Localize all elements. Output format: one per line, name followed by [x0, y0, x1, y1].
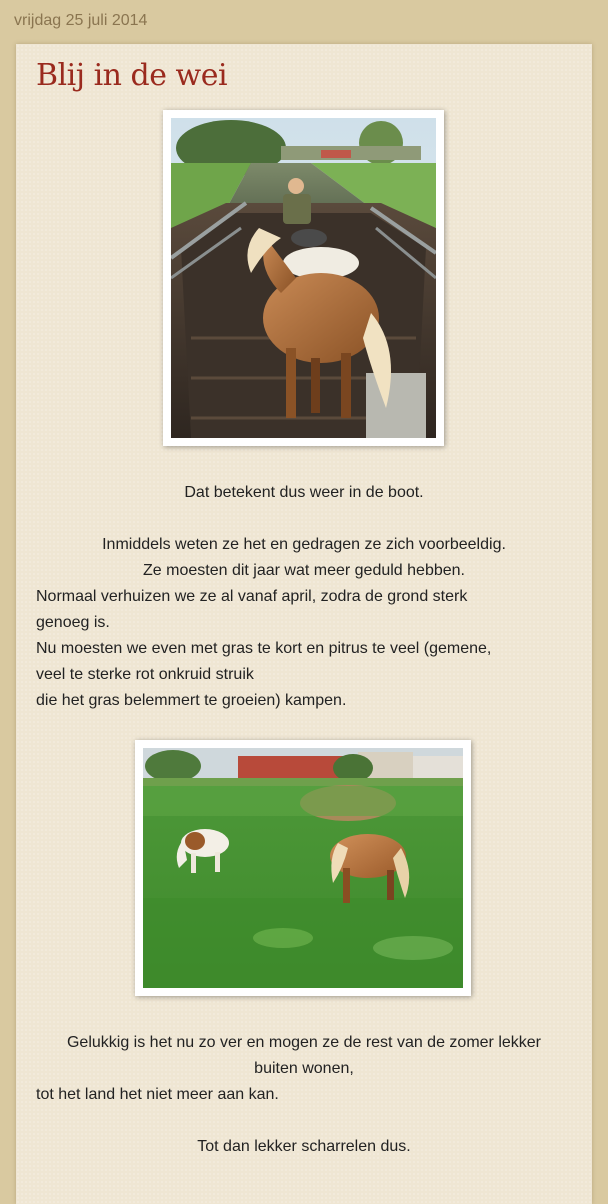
photo-ponies-grazing-link[interactable]	[135, 740, 471, 996]
post-date: vrijdag 25 juli 2014	[14, 12, 148, 29]
photo-ponies-grazing	[143, 748, 463, 988]
post-paragraph-3-line-2: buiten wonen,	[254, 1060, 354, 1077]
post-paragraph-2-line-3: Normaal verhuizen we ze al vanaf april, zodra de grond sterk	[36, 588, 468, 605]
photo-ponies-in-boat-link[interactable]	[163, 110, 444, 446]
post-paragraph-2-line-4: genoeg is.	[36, 614, 110, 631]
post-paragraph-4: Tot dan lekker scharrelen dus.	[197, 1138, 411, 1155]
post-paragraph-2-line-2: Ze moesten dit jaar wat meer geduld hebben.	[143, 562, 465, 579]
post-paragraph-3-line-1: Gelukkig is het nu zo ver en mogen ze de rest van de zomer lekker	[66, 1034, 541, 1051]
post-paragraph-2-line-1: Inmiddels weten ze het en gedragen ze zich voorbeeldig.	[102, 536, 506, 553]
post-title[interactable]: Blij in de wei	[36, 58, 228, 93]
photo-ponies-in-boat	[171, 118, 436, 438]
post-paragraph-2-line-7: die het gras belemmert te groeien) kampen.	[36, 692, 347, 709]
post-paragraph-2-line-6: veel te sterke rot onkruid struik	[36, 666, 254, 683]
post-paragraph-1: Dat betekent dus weer in de boot.	[184, 484, 424, 501]
post-paragraph-3-line-3: tot het land het niet meer aan kan.	[36, 1086, 279, 1103]
blog-post	[16, 44, 592, 1204]
post-paragraph-2-line-5: Nu moesten we even met gras te kort en pitrus te veel (gemene,	[36, 640, 492, 657]
